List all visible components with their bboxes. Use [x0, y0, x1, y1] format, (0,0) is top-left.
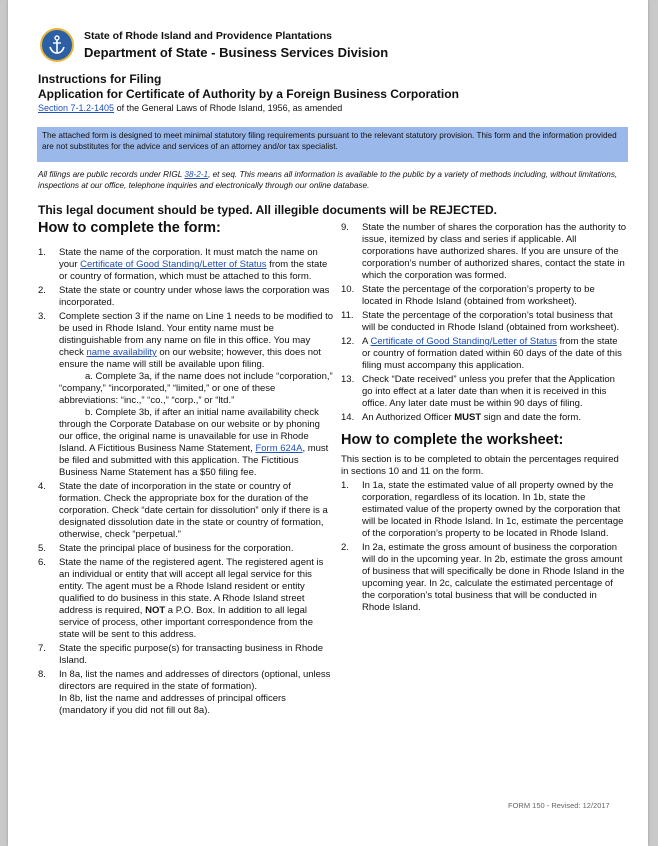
form-624a-link[interactable]: Form 624A — [255, 443, 303, 454]
list-item: 2. In 2a, estimate the gross amount of business the corporation will do in the upcoming year. In 2b, estimate the gross amount of business that will specifically be done in Rhode Island in the upcoming year. In 2c, calculate the estimated percentage of the corporation’s total business that will be conducted in Rhode Island. — [341, 542, 625, 613]
list-item: 2. State the state or country under whose laws the corporation was incorporated. — [38, 285, 330, 308]
list-item: 10. State the percentage of the corporation’s property to be located in Rhode Island (obtained from worksheet). — [341, 284, 595, 307]
sub-item-3b: b. Complete 3b, if after an initial name availability check through the Corporate Database on our website or by phoning our office, the original name is unavailable for use in Rhode Island. A Fictitious Business Name Statement, Form 624A, must be filed and submitted with this application. The Fictitious Business Name Statement has a $50 filing fee. — [59, 407, 329, 478]
statute-reference: Section 7-1.2-1405 of the General Laws of Rhode Island, 1956, as amended — [38, 103, 343, 113]
right-column — [341, 222, 627, 616]
anchor-icon — [48, 35, 66, 55]
list-item: 14. An Authorized Officer MUST sign and date the form. — [341, 412, 581, 423]
list-item: 4. State the date of incorporation in the state or country of formation. Check the appropriate box for the duration of the corporation. Check “date certain for dissolution” only if there is a designated dissolution date in the state or country of formation, otherwise, check “perpetual.” — [38, 481, 328, 540]
left-column — [38, 247, 334, 719]
good-standing-link-2[interactable]: Certificate of Good Standing/Letter of Status — [370, 336, 557, 347]
sub-item-3a: a. Complete 3a, if the name does not include “corporation,” “company,” “incorporated,” “limited,” or one of these abbreviations: “inc.,” “co.,” “corp.,” or “ltd.” — [59, 371, 333, 406]
disclaimer-notice: The attached form is designed to meet minimal statutory filing requirements pursuant to the relevant statutory provision. This form and the information provided are not substitutes for the advice and services of an attorney and/or tax specialist. — [37, 127, 628, 162]
worksheet-intro: This section is to be completed to obtain the percentages required in sections 10 and 11 on the form. — [341, 454, 619, 477]
rigl-link[interactable]: 38-2-1 — [184, 170, 209, 179]
list-item: 6. State the name of the registered agent. The registered agent is an individual or entity that will accept all legal service for this entity. The agent must be a Rhode Island resident or entity qualified to do business in this state. A Rhode Island street address is required, NOT a P.O. Box. In addition to all legal service of process, other important correspondence from the state will be sent to this address. — [38, 557, 324, 640]
good-standing-link[interactable]: Certificate of Good Standing/Letter of Status — [80, 259, 267, 270]
list-item: 7. State the specific purpose(s) for transacting business in Rhode Island. — [38, 643, 324, 666]
list-item: 12. A Certificate of Good Standing/Letter of Status from the state or country of formation dated within 60 days of the date of this filing must accompany this application. — [341, 336, 622, 371]
worksheet-heading: How to complete the worksheet: — [341, 432, 564, 448]
list-item: 8. In 8a, list the names and addresses of directors (optional, unless directors are required in the state of formation). In 8b, list the name and addresses of principal officers (mandatory if you did not fill out 8a). — [38, 669, 331, 716]
list-item: 1. In 1a, state the estimated value of all property owned by the corporation, regardless of its location. In 1b, state the estimated value of the property owned by the corporation that will be located in Rhode Island. In 1c, estimate the percentage of the corporation’s property to be located in Rhode Island. — [341, 480, 624, 539]
list-item: 3. Complete section 3 if the name on Line 1 needs to be modified to be used in Rhode Island. Your entity name must be distinguishable from any name on file in this office. You may check name availability on our website; however, this does not ensure the name will still be available upon filing. a. Complete 3a, if the name does not include “corporation,” “company,” “incorporated,” “limited,” or one of these abbreviations: “inc.,” “co.,” “corp.,” or “ltd.” b. Complete 3b, if after an initial name availability check through the Corporate Database on our website or by phoning our office, the original name is unavailable for use in Rhode Island. A Fictitious Business Name Statement, Form 624A, must be filed and submitted with this application. The Fictitious Business Name Statement has a $50 filing fee. — [38, 311, 334, 478]
statute-link[interactable]: Section 7-1.2-1405 — [38, 103, 115, 113]
list-item: 5. State the principal place of business for the corporation. — [38, 543, 294, 554]
form-instructions-heading: How to complete the form: — [38, 220, 221, 236]
state-seal-logo — [40, 28, 74, 62]
application-title: Application for Certificate of Authority by a Foreign Business Corporation — [38, 87, 459, 101]
list-item: 1. State the name of the corporation. It must match the name on your Certificate of Good Standing/Letter of Status from the state or country of formation, which must be attached to this form. — [38, 247, 328, 282]
instructions-title: Instructions for Filing — [38, 72, 162, 86]
list-item: 11. State the percentage of the corporation’s total business that will be conducted in Rhode Island (obtained from worksheet). — [341, 310, 620, 333]
name-availability-link[interactable]: name availability — [86, 347, 157, 358]
list-item: 13. Check “Date received” unless you prefer that the Application go into effect at a later date than when it is received in this office. Any later date must be within 90 days of filing. — [341, 374, 615, 409]
document-page — [8, 0, 648, 846]
list-item: 9. State the number of shares the corporation has the authority to issue, itemized by class and series if applicable. All corporations have authorized shares. If you are unsure of the corporation’s number of authorized shares, contact the state in which the corporation was formed. — [341, 222, 627, 281]
form-revision-footer: FORM 150 - Revised: 12/2017 — [508, 801, 610, 810]
department-name: Department of State - Business Services Division — [84, 45, 389, 60]
typed-requirement: This legal document should be typed. All illegible documents will be REJECTED. — [38, 203, 497, 217]
state-name: State of Rhode Island and Providence Plantations — [84, 30, 332, 42]
public-records-notice: All filings are public records under RIGL 38-2-1, et seq. This means all information is available to the public by a variety of methods including, without limitations, inspections at our office, telephone inquiries and electronically through our online database. — [38, 170, 618, 190]
